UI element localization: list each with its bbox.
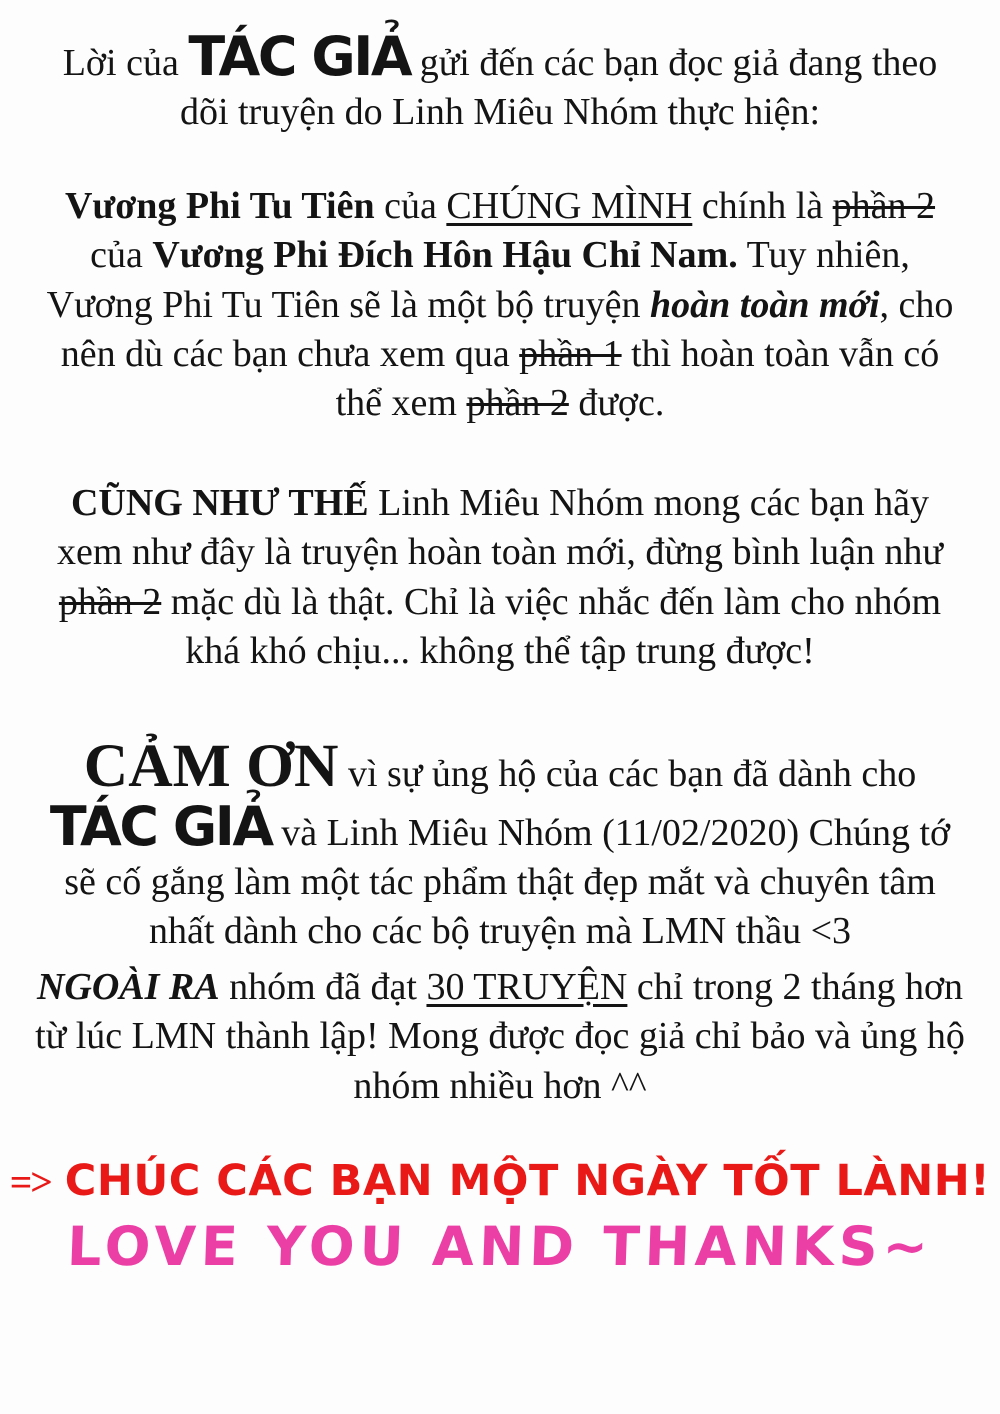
text-segment: chỉ trong 2 tháng hơn từ lúc LMN thành lập! Mong được đọc giả chỉ bảo và ủng hộ nhóm nhiều hơn ^^ [35,965,965,1107]
text-segment: CŨNG NHƯ THẾ [70,481,369,524]
text-segment: Tuy nhiên, Vương Phi Tu Tiên sẽ là một bộ truyện [46,234,910,326]
milestone-paragraph [35,963,965,1111]
text-segment: Lời của [62,42,189,84]
text-segment: Vương Phi Đích Hôn Hậu Chỉ Nam. [152,234,738,277]
text-segment: và Linh Miêu Nhóm (11/02/2020) Chúng tớ sẽ cố gắng làm một tác phẩm thật đẹp mắt và chuyên tâm nhất dành cho các bộ truyện mà LMN thầu <3 [64,811,951,953]
text-segment: của [374,184,447,227]
text-segment: được. [568,382,665,425]
love-line: LOVE YOU AND THANKS~ [66,1215,934,1279]
text-segment: phần 2 [466,382,569,425]
text-segment: TÁC GIẢ [188,25,411,88]
text-segment: phần 2 [832,184,936,227]
arrow-glyph: => [9,1160,51,1205]
text-segment: 30 TRUYỆN [426,965,628,1008]
text-segment: chính là [692,184,833,227]
text-segment: của [90,234,153,277]
text-segment: CHÚNG MÌNH [446,184,693,227]
text-segment: phần 2 [58,580,162,623]
text-segment: NGOÀI RA [36,965,220,1008]
text-segment: TÁC GIẢ [49,794,272,858]
request-paragraph [35,479,965,677]
text-segment: , cho nên dù các bạn chưa xem qua [60,283,954,375]
text-segment: Linh Miêu Nhóm mong các bạn hãy xem như đây là truyện hoàn toàn mới, đừng bình luận như [56,481,944,574]
text-segment: vì sự ủng hộ của các bạn đã dành cho [338,753,917,796]
text-segment: thì hoàn toàn vẫn có thể xem [335,332,940,425]
text-segment: Vương Phi Tu Tiên [64,184,375,227]
text-segment: CẢM ƠN [83,732,339,801]
text-segment: phần 1 [519,332,622,375]
part2-paragraph [35,182,965,429]
greeting-line [0,1157,1000,1206]
intro-paragraph [35,25,965,138]
text-segment: gửi đến các bạn đọc giả đang theo dõi truyện do Linh Miêu Nhóm thực hiện: [179,42,938,134]
thanks-paragraph [35,732,965,957]
greeting-text: CHÚC CÁC BẠN MỘT NGÀY TỐT LÀNH! [64,1156,991,1207]
text-segment: mặc dù là thật. Chỉ là việc nhắc đến làm cho nhóm khá khó chịu... không thể tập trung được! [161,580,942,672]
text-segment: hoàn toàn mới [650,283,880,326]
text-segment: nhóm đã đạt [219,965,427,1008]
